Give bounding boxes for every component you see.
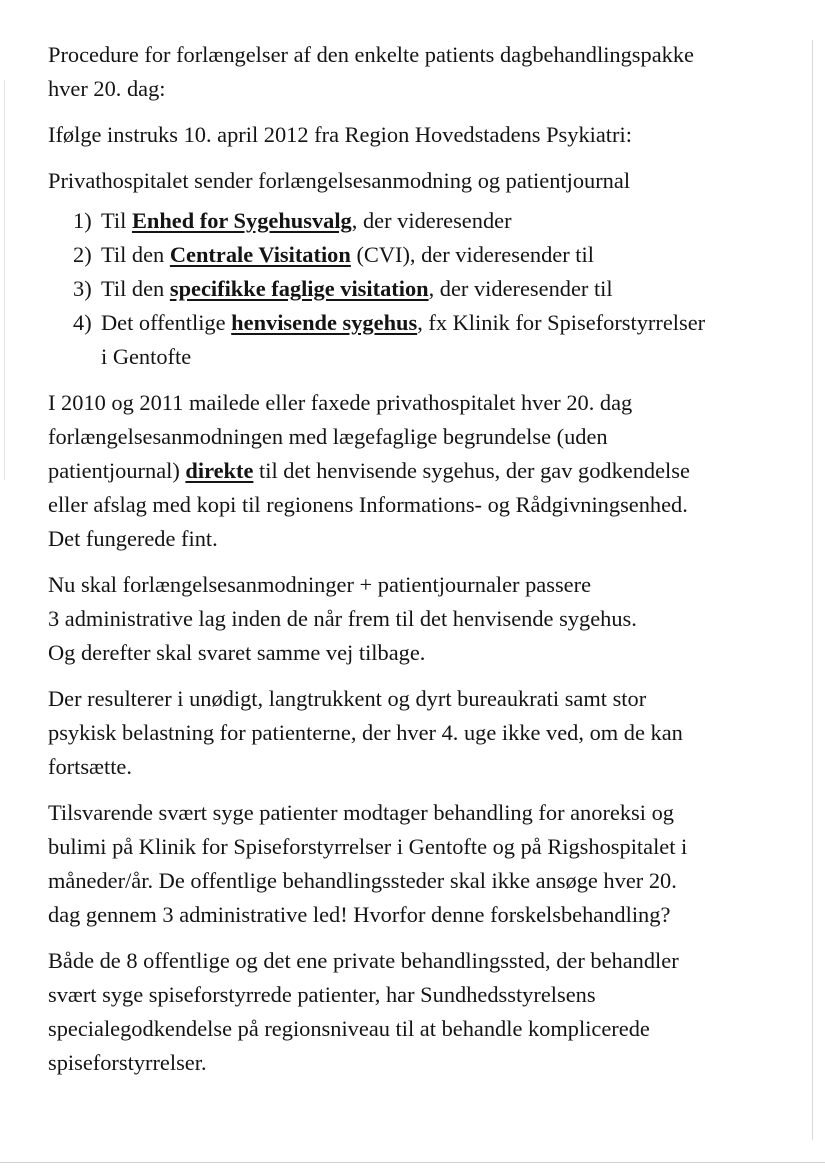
- approval-paragraph: [48, 944, 783, 1080]
- step-text: [101, 272, 783, 306]
- comparison-line-2: bulimi på Klinik for Spiseforstyrrelser i Gentofte og på Rigshospitalet i: [48, 834, 688, 859]
- intro-line: Privathospitalet sender forlængelsesanmodning og patientjournal: [48, 168, 631, 193]
- step-text: [101, 306, 783, 374]
- now-line-3: Og derefter skal svaret samme vej tilbage.: [48, 640, 426, 665]
- step-text-post: , der videresender: [351, 208, 512, 233]
- step-text-pre: Det offentlige: [101, 310, 232, 335]
- step-text-line-1: [101, 306, 783, 340]
- step-number: 3): [73, 276, 92, 301]
- document-body: [48, 38, 783, 1092]
- step-emphasis: specifikke faglige visitation: [169, 276, 429, 301]
- scan-edge-left: [4, 80, 5, 480]
- now-paragraph: [48, 568, 783, 670]
- history-line-3-pre: patientjournal): [48, 458, 186, 483]
- heading-line-1: Procedure for forlængelser af den enkelte patients dagbehandlingspakke: [48, 42, 694, 67]
- list-item: [73, 238, 783, 272]
- procedure-steps-list: [48, 204, 783, 374]
- step-emphasis: henvisende sygehus: [231, 310, 418, 335]
- history-emphasis: direkte: [185, 458, 254, 483]
- comparison-line-3: måneder/år. De offentlige behandlingssteder skal ikke ansøge hver 20.: [48, 868, 677, 893]
- document-heading: [48, 38, 783, 106]
- step-text-pre: Til den: [101, 276, 170, 301]
- comparison-line-4: dag gennem 3 administrative led! Hvorfor denne forskelsbehandling?: [48, 902, 671, 927]
- history-line-5: Det fungerede fint.: [48, 526, 218, 551]
- step-emphasis: Enhed for Sygehusvalg: [131, 208, 352, 233]
- history-paragraph: [48, 386, 783, 556]
- scan-edge-bottom: [0, 1162, 825, 1163]
- history-line-3-post: til det henvisende sygehus, der gav godkendelse: [253, 458, 690, 483]
- step-text-post: (CVI), der videresender til: [350, 242, 594, 267]
- step-text: [101, 238, 783, 272]
- result-paragraph: [48, 682, 783, 784]
- now-line-2: 3 administrative lag inden de når frem til det henvisende sygehus.: [48, 606, 637, 631]
- instruks-paragraph: [48, 118, 783, 152]
- step-text-pre: Til: [101, 208, 132, 233]
- step-number: 2): [73, 242, 92, 267]
- comparison-line-1: Tilsvarende svært syge patienter modtager behandling for anoreksi og: [48, 800, 674, 825]
- approval-line-2: svært syge spiseforstyrrede patienter, har Sundhedsstyrelsens: [48, 982, 596, 1007]
- step-number: 4): [73, 310, 92, 335]
- step-text-continuation: i Gentofte: [101, 344, 192, 369]
- history-line-3: [48, 454, 783, 488]
- history-line-4: eller afslag med kopi til regionens Informations- og Rådgivningsenhed.: [48, 492, 688, 517]
- scan-edge-right: [812, 40, 813, 1140]
- intro-paragraph: [48, 164, 783, 198]
- approval-line-4: spiseforstyrrelser.: [48, 1050, 207, 1075]
- history-line-1: I 2010 og 2011 mailede eller faxede privathospitalet hver 20. dag: [48, 390, 633, 415]
- step-text-post: , fx Klinik for Spiseforstyrrelser: [417, 310, 706, 335]
- step-text-post: , der videresender til: [428, 276, 613, 301]
- approval-line-1: Både de 8 offentlige og det ene private behandlingssted, der behandler: [48, 948, 679, 973]
- result-line-3: fortsætte.: [48, 754, 132, 779]
- now-line-1: Nu skal forlængelsesanmodninger + patientjournaler passere: [48, 572, 592, 597]
- heading-line-2: hver 20. dag:: [48, 76, 166, 101]
- instruks-line: Ifølge instruks 10. april 2012 fra Region Hovedstadens Psykiatri:: [48, 122, 632, 147]
- list-item: [73, 204, 783, 238]
- result-line-2: psykisk belastning for patienterne, der hver 4. uge ikke ved, om de kan: [48, 720, 683, 745]
- comparison-paragraph: [48, 796, 783, 932]
- list-item: [73, 272, 783, 306]
- history-line-2: forlængelsesanmodningen med lægefaglige begrundelse (uden: [48, 424, 608, 449]
- result-line-1: Der resulterer i unødigt, langtrukkent og dyrt bureaukrati samt stor: [48, 686, 647, 711]
- step-emphasis: Centrale Visitation: [169, 242, 351, 267]
- step-text-pre: Til den: [101, 242, 170, 267]
- list-item: [73, 306, 783, 374]
- step-number: 1): [73, 208, 92, 233]
- approval-line-3: specialegodkendelse på regionsniveau til at behandle komplicerede: [48, 1016, 650, 1041]
- step-text: [101, 204, 783, 238]
